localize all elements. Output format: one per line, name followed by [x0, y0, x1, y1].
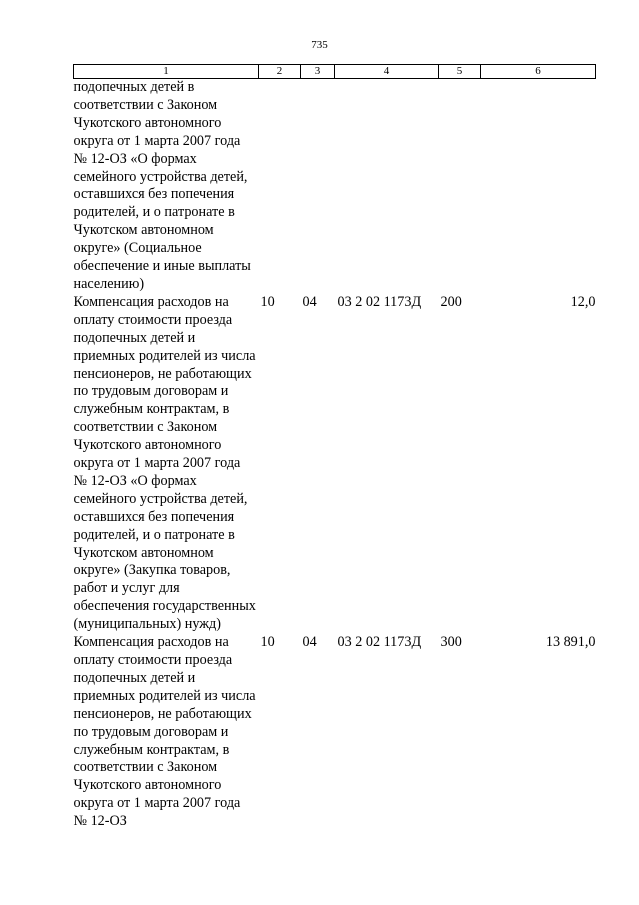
column-number-5: 5	[439, 65, 481, 79]
row-description: Компенсация расходов на оплату стоимости проезда подопечных детей и приемных родителей из числа пенсионеров, не работающих по трудовым договорам и служебным контрактам, в соответствии с Законом Чукотского автономного округа от 1 марта 2007 года № 12-ОЗ «О формах семейного устройства детей, оставшихся без попечения родителей, и о патронате в Чукотском автономном округе» (Закупка товаров, работ и услуг для обеспечения государственных (муниципальных) нужд)	[73, 293, 256, 633]
row-subsection: 04	[302, 634, 317, 651]
row-target-article: 03 2 02 1173Д	[337, 293, 422, 310]
row-subsection	[301, 79, 335, 294]
row-expense-type: 300	[440, 634, 462, 651]
header-row	[74, 65, 596, 79]
page-number: 735	[311, 39, 328, 51]
row-amount: 13 891,0	[545, 634, 596, 651]
row-target-article: 03 2 02 1173Д	[337, 634, 422, 651]
row-amount: 12,0	[570, 293, 596, 310]
table-row	[74, 79, 596, 294]
column-number-3: 3	[301, 65, 335, 79]
row-section: 10	[260, 293, 275, 310]
column-number-2: 2	[259, 65, 301, 79]
column-number-4: 4	[335, 65, 439, 79]
row-subsection: 04	[302, 293, 317, 310]
column-number-6: 6	[481, 65, 596, 79]
row-section	[259, 79, 301, 294]
row-target-article	[335, 79, 439, 294]
table-row	[74, 294, 596, 634]
row-amount	[481, 79, 596, 294]
row-expense-type	[439, 79, 481, 294]
budget-table	[73, 64, 596, 831]
row-expense-type: 200	[440, 293, 462, 310]
table-row	[74, 634, 596, 831]
row-description: Компенсация расходов на оплату стоимости проезда подопечных детей и приемных родителей из числа пенсионеров, не работающих по трудовым договорам и служебным контрактам, в соответствии с Законом Чукотского автономного округа от 1 марта 2007 года № 12-ОЗ	[73, 634, 256, 830]
row-description: подопечных детей в соответствии с Законом Чукотского автономного округа от 1 марта 2007 года № 12-ОЗ «О формах семейного устройства детей, оставшихся без попечения родителей, и о патронате в Чукотском автономном округе» (Социальное обеспечение и иные выплаты населению)	[73, 79, 251, 292]
row-section: 10	[260, 634, 275, 651]
column-number-1: 1	[74, 65, 259, 79]
